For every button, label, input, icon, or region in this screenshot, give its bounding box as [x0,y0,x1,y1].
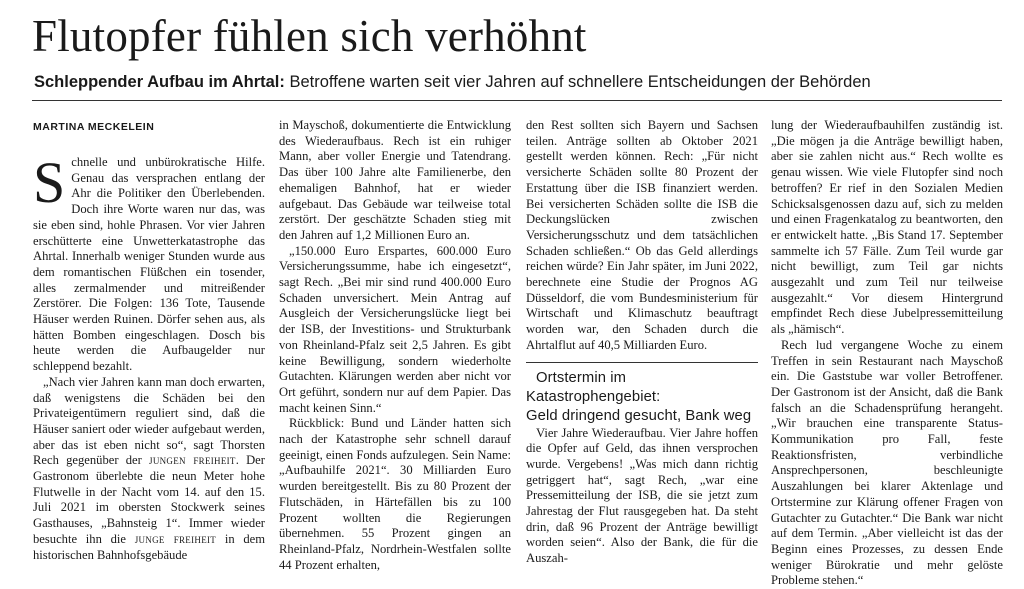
crosshead-line: Geld dringend gesucht, Bank weg [526,407,752,424]
headline: Flutopfer fühlen sich verhöhnt [32,11,587,61]
paragraph-text: chnelle und unbürokratische Hilfe. Genau das versprachen entlang der Ahr die Politiker den Überlebenden. Doch ihre Worte waren nur das, was sie eben sind, hohle Phrasen. Vor vier Jahren erschütterte eine Unwetterkatastrophe das Ahrtal. Innerhalb weniger Stunden wurde aus dem romantischen Flüßchen ein tosender, alles zermalmender und mitreißender Zerstörer. Die Folgen: 136 Tote, Tausende Häuser werden Ruinen. Dörfer sehen aus, als hätten Bomben eingeschlagen. Dosch bis heute werden die Aufbaugelder nur schleppend bezahlt. [33,155,265,374]
paragraph: Rech lud vergangene Woche zu einem Treffen in sein Restaurant nach Mayschoß ein. Die Gaststube war voller Betroffener. Der Gastronom ist der Ansicht, daß die Bank falsch an die Schadensprüfung herangeht. „Wir brauchen eine transparente Status-Kommunikation pro Fall, feste Reaktionsfristen, verbindliche Ansprechpersonen, beschleunigte Auszahlungen bei klarer Aktenlage und Ortstermine zur Klärung offener Fragen von Gutachter zu Gutachter.“ Die Bank war nicht auf dem Termin. „Aber vielleicht ist das der Beginn eines Prozesses, zu dessen Ende weniger Bürokratie und mehr gelöste Probleme stehen.“ [771,337,1003,588]
paragraph [33,375,265,563]
drop-cap: S [33,150,66,215]
newspaper-name: junge freiheit [134,531,217,546]
subheadline [34,71,871,93]
paragraph: Vier Jahre Wiederaufbau. Vier Jahre hoffen die Opfer auf Geld, das ihnen versprochen wurde. Vergebens! „Was mich dann richtig getriggert hat“, sagt Rech, „war eine Pressemitteilung der ISB, die sie jetzt zum Jahrestag der Flut rausgegeben hat. Da steht drin, daß 96 Prozent der Anträge bewilligt worden seien“. Also der Bank, die für die Auszah- [526,425,758,566]
header-rule [32,100,1002,101]
paragraph: in Mayschoß, dokumentierte die Entwicklung des Wiederaufbaus. Rech ist ein ruhiger Mann, aber voller Energie und Tatendrang. Das über 100 Jahre alte Familienerbe, den ehemaligen Bahnhof, hat er wieder aufgebaut. Das Gebäude war teilweise total zerstört. Der geschätzte Schaden stieg mit den Jahren auf 1,2 Millionen Euro an. [279,118,511,242]
author-byline: MARTINA MECKELEIN [33,121,155,133]
crosshead-rule [526,362,758,363]
paragraph-text: „Nach vier Jahren kann man doch erwarten, daß wenigstens die Schäden bei den Privateigentümern reguliert sind, daß die Häuser saniert oder wieder aufgebaut werden, aber das ist eben nicht so“, sagt Thorsten Rech gegenüber der [33,374,265,468]
column-1 [33,150,266,562]
paragraph [33,150,265,375]
paragraph: den Rest sollten sich Bayern und Sachsen teilen. Anträge sollten ab Oktober 2021 gestellt werden können. Rech: „Für nicht versicherte Schäden sollte 80 Prozent der Erstattung über die ISB finanziert werden. Bei versicherten Schäden sollte die ISB die Deckungslücken zwischen Versicherungsschutz und dem tatsächlichen Schaden schließen.“ Ob das Geld allerdings reichen würde? Ein Jahr später, im Juni 2022, berechnete eine Studie der Prognos AG Düsseldorf, die vom Bundesministerium für Wirtschaft und Klimaschutz beauftragt worden war, den Schaden durch die Ahrtalflut auf 40,5 Milliarden Euro. [526,118,758,352]
column-3 [526,118,758,566]
paragraph-text: in dem historischen Bahnhofsgebäude [33,531,266,562]
paragraph: lung der Wiederaufbauhilfen zuständig ist. „Die mögen ja die Anträge bewilligt haben, aber sie zahlen nicht aus.“ Rech wollte es genau wissen. Wie viele Flutopfer sind noch betroffen? Er rief in den Sozialen Medien Schicksalsgenossen dazu auf, sich zu melden und einen Fragenkatalog zu beantworten, den er entwickelt hatte. „Bis Stand 17. September sammelte ich 57 Fälle. Zum Teil wurde gar nicht bewilligt, zum Teil gar nichts ausgezahlt und zum Teil nur teilweise ausgezahlt.“ Vor diesem Hintergrund empfindet Rech diese Jubelpressemitteilung als „hämisch“. [771,118,1003,337]
crosshead [526,369,758,426]
column-4 [771,118,1003,588]
paragraph: „150.000 Euro Erspartes, 600.000 Euro Versicherungssumme, habe ich eingesetzt“, sagt Rech. „Bei mir sind rund 400.000 Euro Schaden unversichert. Mein Antrag auf Ausgleich der Versicherungslücke liegt bei der ISB, der Investitions- und Strukturbank von Rheinland-Pfalz seit 2,5 Jahren. Es gibt keine Bewilligung, sondern wiederholte Gutachten. Klärungen werden aber nicht vor Ort geführt, sondern nur auf dem Papier. Das macht keinen Sinn.“ [279,243,511,415]
subheadline-lead: Schleppender Aufbau im Ahrtal: [34,73,285,91]
paragraph: Rückblick: Bund und Länder hatten sich nach der Katastrophe sehr schnell darauf geeinigt, einen Fonds aufzulegen. Sein Name: „Aufbauhilfe 2021“. 30 Milliarden Euro wurden bereitgestellt. Bis zu 80 Prozent der Flutschäden, in Härtefällen bis zu 100 Prozent wollten die Regierungen übernehmen. 55 Prozent gingen an Rheinland-Pfalz, Nordrhein-Westfalen sollte 44 Prozent erhalten, [279,416,511,572]
paragraph-text: . Der Gastronom überlebte die neun Meter hohe Flutwelle in der Nacht vom 14. auf den 15. Juli 2021 im obersten Stockwerk seines Gasthauses, „Bahnsteig 1“. Immer wieder besuchte ihn die [33,453,265,546]
column-2 [279,118,511,572]
crosshead-line: Ortstermin im Katastrophengebiet: [526,369,661,405]
subheadline-rest: Betroffene warten seit vier Jahren auf schnellere Entscheidungen der Behörden [284,73,871,91]
newspaper-name: jungen freiheit [149,453,236,468]
